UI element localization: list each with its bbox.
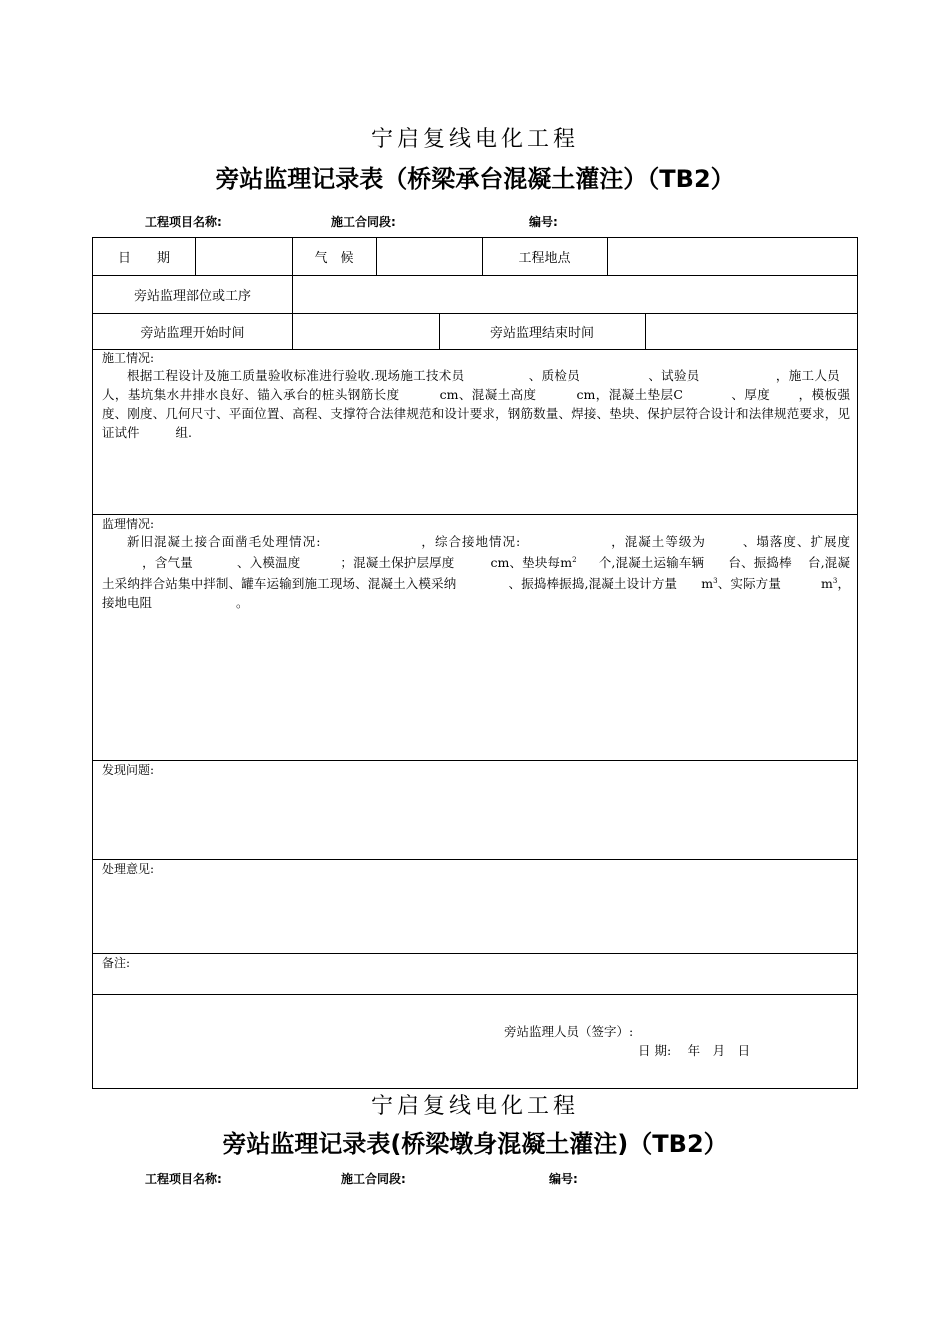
row-divider — [93, 994, 857, 995]
org-title: 宁启复线电化工程 — [370, 127, 579, 152]
row-divider — [93, 859, 857, 860]
signer-label: 旁站监理人员（签字）: — [504, 1024, 634, 1039]
issues-label: 发现问题: — [102, 763, 155, 777]
location-field[interactable] — [607, 238, 857, 275]
number-label: 编号: — [529, 215, 558, 229]
date-label: 日 期 — [117, 251, 170, 266]
project-name-label-2: 工程项目名称: — [145, 1172, 222, 1186]
form-title: 旁站监理记录表（桥梁承台混凝土灌注）（TB2） — [215, 165, 735, 193]
supervision-text: 新旧混凝土接合面凿毛处理情况: ，综合接地情况: ，混凝土等级为 、塌落度、扩展度，含气量 、入模温度 ；混凝土保护层厚度 cm、垫块每$m^2$ 个,混凝土运输车辆 台、振捣棒 台,混凝土采纳拌合站集中拌制、罐车运输到施工现场、混凝土入模采纳 、振捣棒振捣,混凝土设计方量 $m^3$、实际方量 $m^3$，接地电阻 。 — [102, 534, 850, 611]
end-time-field[interactable] — [645, 313, 857, 349]
start-time-label: 旁站监理开始时间 — [140, 325, 245, 341]
contract-section-label-2: 施工合同段: — [341, 1172, 406, 1186]
row-divider — [93, 514, 857, 515]
sign-date-label: 日 期: 年 月 日 — [638, 1043, 751, 1058]
contract-section-label: 施工合同段: — [331, 215, 396, 229]
weather-label: 气 候 — [314, 251, 354, 266]
form-title-2: 旁站监理记录表(桥梁墩身混凝土灌注)（TB2） — [222, 1130, 728, 1158]
construction-label: 施工情况: — [102, 351, 155, 365]
weather-field[interactable] — [376, 238, 482, 275]
project-name-label: 工程项目名称: — [145, 215, 222, 229]
position-field[interactable] — [292, 275, 857, 313]
org-title-2: 宁启复线电化工程 — [370, 1094, 579, 1119]
row-divider — [93, 953, 857, 954]
supervision-label: 监理情况: — [102, 517, 155, 531]
position-label: 旁站监理部位或工序 — [133, 288, 251, 304]
start-time-field[interactable] — [292, 313, 439, 349]
record-sheet — [92, 237, 858, 1089]
remarks-label: 备注: — [102, 956, 131, 970]
row-divider — [93, 349, 857, 350]
handling-label: 处理意见: — [102, 862, 155, 876]
date-field[interactable] — [195, 238, 292, 275]
end-time-label: 旁站监理结束时间 — [489, 325, 594, 341]
row-divider — [93, 760, 857, 761]
location-label: 工程地点 — [518, 251, 571, 266]
construction-text: 根据工程设计及施工质量验收标准进行验收.现场施工技术员 、质检员 、试验员 ，施工人员人，基坑集水井排水良好、锚入承台的桩头钢筋长度 cm、混凝土高度 cm，混凝土垫层C 、厚度 ，模板强度、刚度、几何尺寸、平面位置、高程、支撑符合法律规范和设计要求，钢筋数量、焊接、垫块、保护层符合设计和法律规范要求，见证试件 组. — [102, 368, 850, 440]
number-label-2: 编号: — [549, 1172, 578, 1186]
